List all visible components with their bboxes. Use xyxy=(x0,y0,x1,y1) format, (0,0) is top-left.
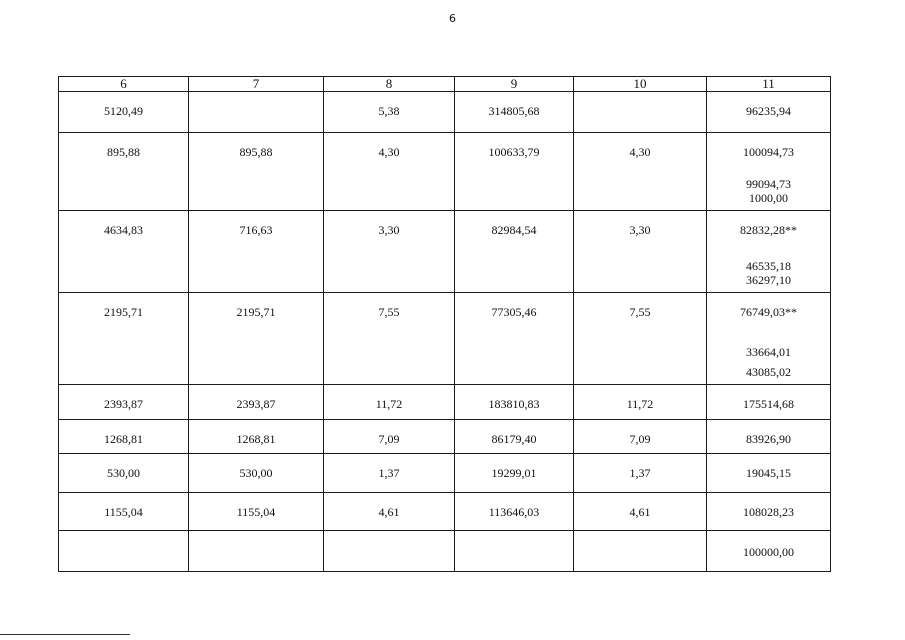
cell-value: 530,00 xyxy=(107,466,140,480)
table-cell xyxy=(455,420,574,454)
table-cell xyxy=(574,133,707,211)
table-cell xyxy=(59,493,189,531)
table-cell xyxy=(189,293,324,385)
table-cell xyxy=(189,531,324,572)
table-cell xyxy=(455,531,574,572)
table-row xyxy=(59,454,831,493)
cell-value: 3,30 xyxy=(378,223,400,237)
cell-value: 1155,04 xyxy=(104,505,143,519)
table-cell xyxy=(189,493,324,531)
cell-value: 4,30 xyxy=(629,145,651,159)
table-cell xyxy=(455,454,574,493)
table-cell xyxy=(574,420,707,454)
table-cell xyxy=(707,493,831,531)
cell-value: 5,38 xyxy=(378,104,400,118)
table-row xyxy=(59,92,831,133)
cell-value: 1268,81 xyxy=(236,432,276,446)
table-cell xyxy=(189,385,324,420)
table-row xyxy=(59,293,831,385)
cell-value: 7,09 xyxy=(629,432,651,446)
table-cell xyxy=(59,420,189,454)
table-cell xyxy=(574,293,707,385)
table-cell xyxy=(59,293,189,385)
cell-value: 19045,15 xyxy=(746,466,791,480)
cell-value: 1,37 xyxy=(629,466,651,480)
table-row xyxy=(59,385,831,420)
cell-value: 716,63 xyxy=(239,223,273,237)
cell-value: 4,61 xyxy=(378,505,400,519)
table-row xyxy=(59,420,831,454)
table-cell xyxy=(455,385,574,420)
table-cell xyxy=(189,133,324,211)
cell-value: 82832,28** xyxy=(740,223,797,237)
table-cell xyxy=(324,531,455,572)
table-cell xyxy=(707,211,831,293)
cell-value: 3,30 xyxy=(629,223,651,237)
table-cell xyxy=(324,133,455,211)
table-row xyxy=(59,493,831,531)
cell-value: 4,61 xyxy=(629,505,651,519)
table-cell xyxy=(324,385,455,420)
page-number: 6 xyxy=(449,12,456,25)
cell-value: 100094,73 xyxy=(743,145,794,159)
table-row xyxy=(59,211,831,293)
table-row xyxy=(59,133,831,211)
table-cell xyxy=(59,454,189,493)
cell-value: 7,09 xyxy=(378,432,400,446)
cell-value: 76749,03** xyxy=(740,305,797,319)
table-cell xyxy=(59,211,189,293)
cell-value: 2393,87 xyxy=(104,397,143,411)
cell-value: 82984,54 xyxy=(491,223,537,237)
table-cell xyxy=(574,493,707,531)
cell-subvalue: 36297,10 xyxy=(746,273,791,287)
cell-value: 86179,40 xyxy=(491,432,537,446)
cell-value: 96235,94 xyxy=(746,104,791,118)
cell-subvalue: 33664,01 xyxy=(746,345,791,359)
column-header-9: 9 xyxy=(455,77,574,92)
cell-value: 77305,46 xyxy=(491,305,537,319)
table-cell xyxy=(455,493,574,531)
cell-value: 19299,01 xyxy=(491,466,537,480)
cell-value: 2195,71 xyxy=(236,305,276,319)
table-cell xyxy=(59,531,189,572)
cell-value: 2195,71 xyxy=(104,305,143,319)
cell-value: 175514,68 xyxy=(743,397,794,411)
table-cell xyxy=(324,293,455,385)
cell-value: 314805,68 xyxy=(488,104,540,118)
table-cell xyxy=(324,493,455,531)
table-cell xyxy=(189,92,324,133)
column-header-10: 10 xyxy=(574,77,707,92)
cell-value: 895,88 xyxy=(239,145,273,159)
cell-value: 5120,49 xyxy=(104,104,143,118)
table-cell xyxy=(574,92,707,133)
table-cell xyxy=(455,92,574,133)
table-cell xyxy=(59,133,189,211)
cell-value: 1268,81 xyxy=(104,432,143,446)
cell-value: 1,37 xyxy=(378,466,400,480)
table-cell xyxy=(707,293,831,385)
cell-value: 100633,79 xyxy=(488,145,540,159)
table-cell xyxy=(574,454,707,493)
cell-subvalue: 100000,00 xyxy=(743,545,794,559)
table-cell xyxy=(574,385,707,420)
table-cell xyxy=(707,385,831,420)
column-header-11: 11 xyxy=(707,77,831,92)
table-cell xyxy=(455,211,574,293)
table-cell xyxy=(324,211,455,293)
cell-subvalue: 46535,18 xyxy=(746,259,791,273)
column-header-8: 8 xyxy=(324,77,455,92)
cell-value: 2393,87 xyxy=(236,397,276,411)
cell-value: 4,30 xyxy=(378,145,400,159)
table-cell xyxy=(324,420,455,454)
footnote-divider xyxy=(0,634,130,635)
cell-value: 83926,90 xyxy=(746,432,791,446)
table-cell xyxy=(59,92,189,133)
table-cell xyxy=(707,133,831,211)
table-cell xyxy=(574,211,707,293)
header-row xyxy=(59,77,831,92)
table-cell xyxy=(707,420,831,454)
table-cell xyxy=(707,92,831,133)
table-cell xyxy=(189,211,324,293)
table-cell xyxy=(189,420,324,454)
cell-subvalue: 1000,00 xyxy=(749,191,788,205)
table-cell xyxy=(707,531,831,572)
cell-value: 183810,83 xyxy=(488,397,540,411)
cell-value: 11,72 xyxy=(375,397,403,411)
cell-value: 108028,23 xyxy=(743,505,794,519)
cell-value: 530,00 xyxy=(239,466,273,480)
table-cell xyxy=(574,531,707,572)
cell-value: 4634,83 xyxy=(104,223,143,237)
table-cell xyxy=(455,133,574,211)
data-table xyxy=(58,76,831,572)
cell-value: 895,88 xyxy=(107,145,140,159)
cell-subvalue: 99094,73 xyxy=(746,177,791,191)
cell-value: 7,55 xyxy=(629,305,651,319)
column-header-6: 6 xyxy=(59,77,189,92)
table-cell xyxy=(707,454,831,493)
table-cell xyxy=(324,92,455,133)
table-row xyxy=(59,531,831,572)
table-cell xyxy=(59,385,189,420)
table-cell xyxy=(324,454,455,493)
cell-subvalue: 43085,02 xyxy=(746,365,791,379)
cell-value: 113646,03 xyxy=(488,505,540,519)
table-cell xyxy=(455,293,574,385)
cell-value: 11,72 xyxy=(626,397,654,411)
cell-value: 7,55 xyxy=(378,305,400,319)
table-cell xyxy=(189,454,324,493)
column-header-7: 7 xyxy=(189,77,324,92)
cell-value: 1155,04 xyxy=(236,505,276,519)
